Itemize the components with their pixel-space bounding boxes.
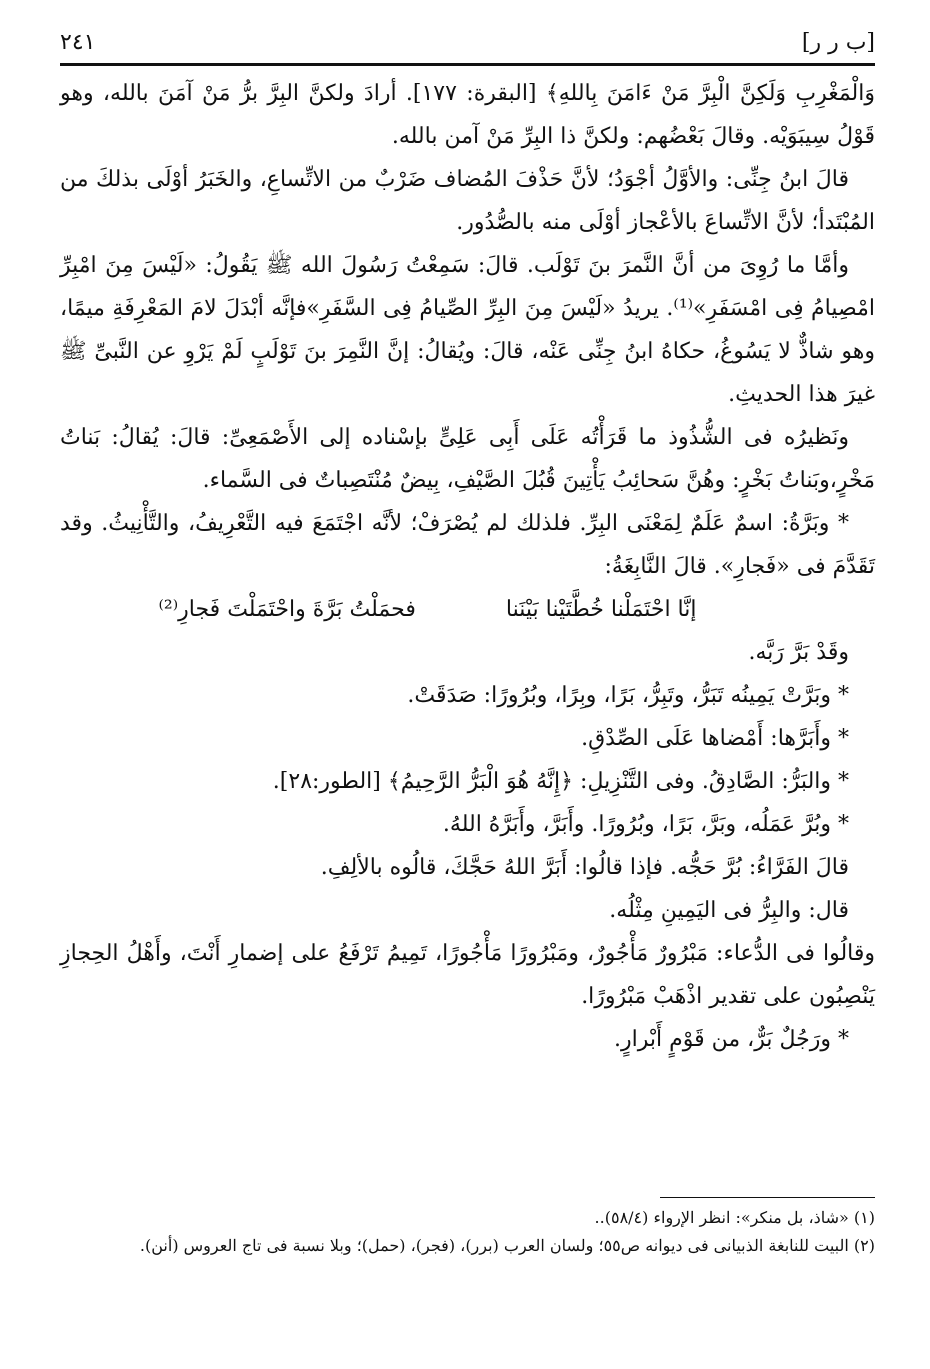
paragraph: وأمَّا ما رُوِىَ من أنَّ النَّمرَ بنَ تَوْلَب. قالَ: سَمِعْتُ رَسُولَ الله ﷺ يَقُولُ: «لَيْسَ مِنَ امْبِرِّ امْصِيامُ فِى امْسَفَرِ»⁽¹⁾. يريدُ «لَيْسَ مِنَ البِرِّ الصِّيامُ فِى السَّفَرِ»فإنَّه أبْدَلَ لامَ المَعْرِفَةِ ميمًا، وهو شاذٌّ لا يَسُوغُ، حكاهُ ابنُ جِنِّى عَنْه، قالَ: ويُقالُ: إنَّ النَّمِرَ بنَ تَوْلَبٍ لَمْ يَرْوِ عن النَّبىِّ ﷺ غيرَ هذا الحديثِ. xyxy=(60,253,875,407)
header-divider xyxy=(60,63,875,66)
paragraph: * وبَرَّةُ: اسمٌ عَلَمٌ لِمَعْنَى البِرِّ. فلذلك لم يُصْرَفْ؛ لأنَّه اجْتَمَعَ فيه التَّعْرِيفُ، والتَّأْنِيثُ. وقد تَقَدَّمَ فى «فَجارِ». قالَ النَّابِغَةُ: xyxy=(60,511,875,579)
footnote-divider xyxy=(660,1197,875,1198)
entry-item: * وبَرَّتْ يَمِينُه تَبَرُّ، وتَبِرُّ، بَرًا، وبِرًا، وبُرُورًا: صَدَقَتْ. xyxy=(407,683,849,708)
page-number: ٢٤١ xyxy=(60,29,96,55)
paragraph: وَالْمَغْرِبِ وَلَكِنَّ الْبِرَّ مَنْ ءَامَنَ بِاللهِ﴾ [البقرة: ١٧٧]. أرادَ ولكنَّ البِرَّ برُّ مَنْ آمَنَ بالله، وهو قَوْلُ سِيبَوَيْه. وقالَ بَعْضُهم: ولكنَّ ذا البِرِّ مَنْ آمن بالله. xyxy=(60,81,876,149)
paragraph: قال: والبِرُّ فى اليَمِينِ مِثْلُه. xyxy=(609,898,849,923)
page-header xyxy=(60,22,875,62)
paragraph: قالَ الفَرَّاءُ: بُرَّ حَجُّه. فإذا قالُوا: أَبَرَّ اللهُ حَجَّكَ، قالُوه بالألِفِ. xyxy=(320,855,849,880)
paragraph: وقَدْ بَرَّ رَبَّه. xyxy=(748,640,849,665)
verse-first-hemistich: إنَّا احْتَمَلْنا خُطَّتَيْنا بَيْنَنا xyxy=(505,597,697,622)
footnote: (٢) البيت للنابغة الذبيانى فى ديوانه ص٥٥؛ ولسان العرب (برر)، (فجر)، (حمل)؛ وبلا نسبة فى تاج العروس (أنن). xyxy=(139,1236,875,1255)
paragraph: وقالُوا فى الدُّعاء: مَبْرُورٌ مَأْجُورٌ، ومَبْرُورًا مَأْجُورًا، تَمِيمُ تَرْفَعُ على إضمارِ أَنْتَ، وأَهْلُ الحِجازِ يَنْصِبُون على تقدير اذْهَبْ مَبْرُورًا. xyxy=(60,941,875,1009)
footnote: (١) «شاذ، بل منكر»: انظر الإرواء (٥٨/٤).. xyxy=(594,1208,875,1227)
entry-text xyxy=(60,72,875,1061)
entry-item: * والبَرُّ: الصَّادِقُ. وفى التَّنْزِيلِ: ﴿إِنَّهُ هُوَ الْبَرُّ الرَّحِيمُ﴾ [الطور:٢٨]. xyxy=(272,769,849,794)
verse-second-hemistich: فحمَلْتُ بَرَّةَ واحْتَمَلْتَ فَجارِ⁽²⁾ xyxy=(158,597,416,622)
entry-item: * وبُرَّ عَمَلُه، وبَرَّ، بَرًا، وبُرُورًا. وأَبَرَّ، وأَبَرَّهُ اللهُ. xyxy=(442,812,849,837)
entry-item: * ورَجُلٌ بَرٌّ، من قَوْمٍ أَبْرارٍ. xyxy=(614,1027,849,1052)
section-heading: [ب ر ر] xyxy=(801,29,875,55)
entry-item: * وأَبَرَّها: أَمْضاها عَلَى الصِّدْقِ. xyxy=(581,726,849,751)
poetry-verse xyxy=(60,588,875,631)
paragraph: ونَظيرُه فى الشُّذُوذ ما قَرَأْتُه عَلَى أَبِى عَلِىٍّ بإسْناده إلى الأَصْمَعِىِّ: قالَ: يُقالُ: بَناتُ مَخْرٍ،وبَناتُ بَخْرٍ: وهُنَّ سَحائِبُ يَأْتِينَ قُبُلَ الصَّيْفِ، بِيضٌ مُنْتَصِباتٌ فى السَّماء. xyxy=(60,425,875,493)
footnotes xyxy=(60,1204,875,1260)
paragraph: قالَ ابنُ جِنِّى: والأوَّلُ أجْوَدُ؛ لأنَّ حَذْفَ المُضاف ضَرْبٌ من الاتِّساعِ، والخَبَرُ أوْلَى بذلكَ من المُبْتَدأ؛ لأنَّ الاتِّساعَ بالأعْجاز أوْلَى منه بالصُّدُور. xyxy=(60,167,875,235)
